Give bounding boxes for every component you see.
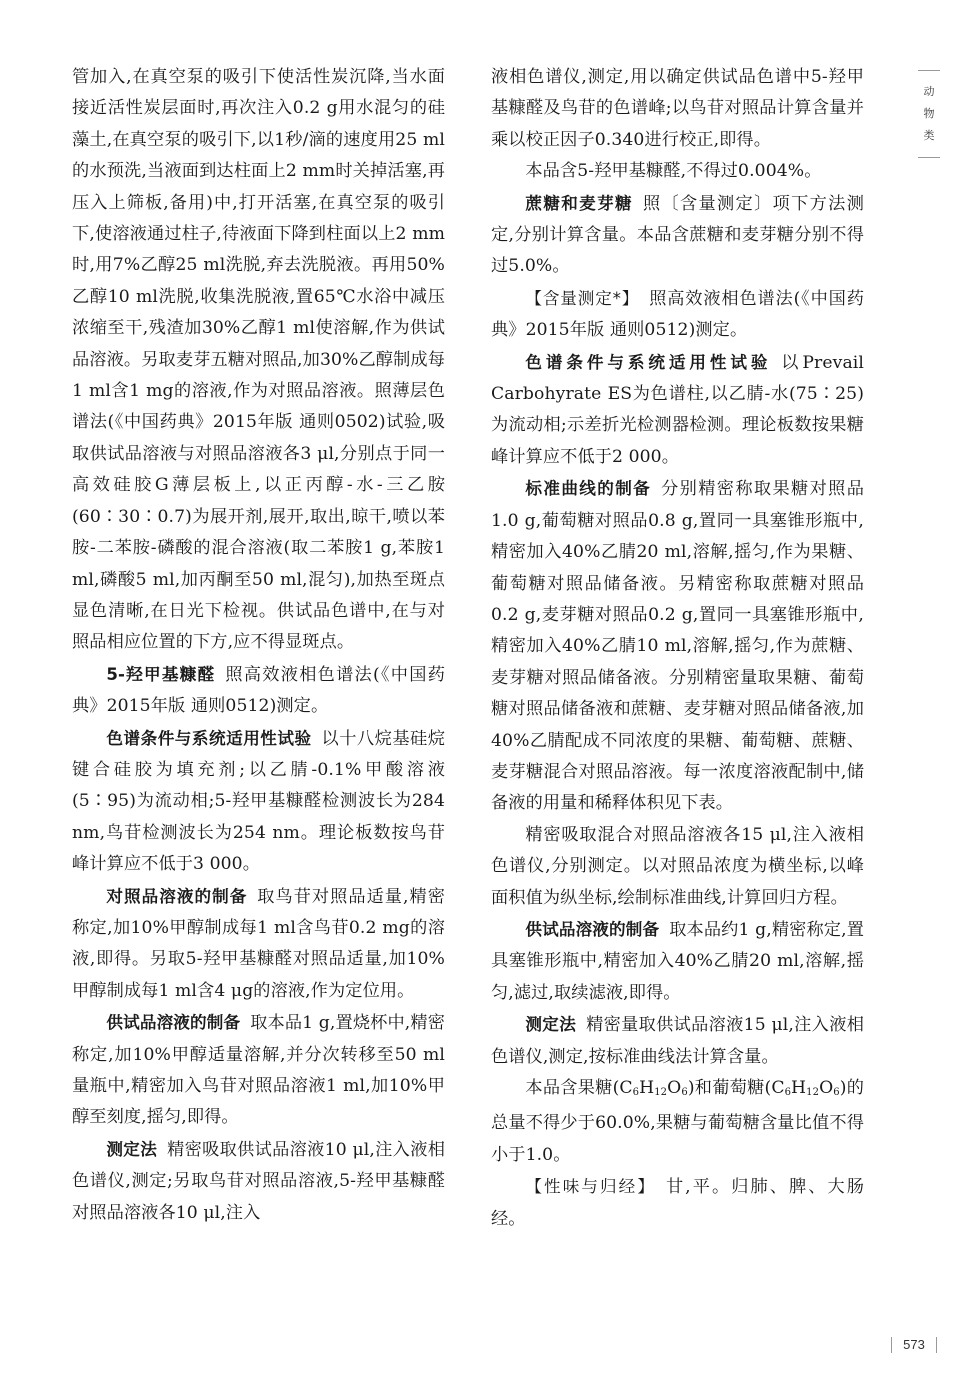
paragraph-procedure	[72, 1134, 445, 1229]
paragraph-text: 照高效液相色谱法(《中国药典》2015年版 通则0512)测定。	[72, 664, 445, 717]
heading-sucrose-maltose: 蔗糖和麦芽糖	[525, 193, 633, 213]
paragraph-chromatography-conditions	[491, 347, 864, 474]
paragraph-hmf-limit: 本品含5-羟甲基糠醛,不得过0.004%。	[525, 161, 822, 182]
paragraph-hmf	[72, 659, 445, 723]
side-label-char: 动	[923, 85, 935, 98]
paragraph-text: 精密量取供试品溶液15 μl,注入液相色谱仪,测定,按标准曲线法计算含量。	[491, 1015, 864, 1067]
paragraph-procedure	[491, 1009, 864, 1073]
paragraph-nature-meridian	[491, 1171, 864, 1235]
heading-chromatography-conditions: 色谱条件与系统适用性试验	[525, 352, 772, 372]
paragraph-test-solution	[491, 914, 864, 1009]
paragraph-standard-curve	[491, 473, 864, 819]
paragraph-reference-solution	[72, 881, 445, 1008]
paragraph-text: 以十八烷基硅烷键合硅胶为填充剂;以乙腈-0.1%甲酸溶液(5∶95)为流动相;5-羟甲基糠醛检测波长为284 nm,鸟苷检测波长为254 nm。理论板数按鸟苷峰计算应不低于3 000。	[72, 728, 445, 875]
paragraph-chromatography-conditions	[72, 723, 445, 881]
paragraph-text: 照〔含量测定〕项下方法测定,分别计算含量。本品含蔗糖和麦芽糖分别不得过5.0%。	[491, 193, 864, 277]
paragraph-text: 取本品约1 g,精密称定,置具塞锥形瓶中,精密加入40%乙腈20 ml,溶解,摇匀,滤过,取续滤液,即得。	[491, 919, 864, 1003]
paragraph-text: 取鸟苷对照品适量,精密称定,加10%甲醇制成每1 ml含鸟苷0.2 mg的溶液,即得。另取5-羟甲基糠醛对照品适量,加10%甲醇制成每1 ml含4 μg的溶液,作为定位用。	[72, 886, 445, 1001]
paragraph-continued: 管加入,在真空泵的吸引下使活性炭沉降,当水面接近活性炭层面时,再次注入0.2 g用水混匀的硅藻土,在真空泵的吸引下,以1秒/滴的速度用25 ml的水预洗,当液面到达柱面上2 mm时关掉活塞,再压入上筛板,备用)中,打开活塞,在真空泵的吸引下,使溶液通过柱子,待液面下降到柱面以上2 mm时,用7%乙醇25 ml洗脱,弃去洗脱液。再用50%乙醇10 ml洗脱,收集洗脱液,置65℃水浴中减压浓缩至干,残渣加30%乙醇1 ml使溶解,作为供试品溶液。另取麦芽五糖对照品,加30%乙醇制成每1 ml含1 mg的溶液,作为对照品溶液。照薄层色谱法(《中国药典》2015年版 通则0502)试验,吸取供试品溶液与对照品溶液各3 μl,分别点于同一高效硅胶G薄层板上,以正丙醇-水-三乙胺(60∶30∶0.7)为展开剂,展开,取出,晾干,喷以苯胺-二苯胺-磷酸的混合溶液(取二苯胺1 g,苯胺1 ml,磷酸5 ml,加丙酮至50 ml,混匀),加热至斑点显色清晰,在日光下检视。供试品色谱中,在与对照品相应位置的下方,应不得显斑点。	[72, 67, 445, 653]
heading-reference-solution: 对照品溶液的制备	[106, 886, 248, 906]
side-category-label	[918, 70, 940, 158]
side-label-char: 类	[923, 129, 935, 142]
heading-hmf: 5-羟甲基糠醛	[106, 664, 216, 684]
paragraph-text: 精密吸取供试品溶液10 μl,注入液相色谱仪,测定;另取鸟苷对照品溶液,5-羟甲基糠醛对照品溶液各10 μl,注入	[72, 1139, 445, 1223]
section-title-nature-meridian: 【性味与归经】	[525, 1177, 656, 1197]
paragraph-injection: 精密吸取混合对照品溶液各15 μl,注入液相色谱仪,分别测定。以对照品浓度为横坐标,以峰面积值为纵坐标,绘制标准曲线,计算回归方程。	[491, 824, 864, 908]
heading-chromatography-conditions: 色谱条件与系统适用性试验	[106, 728, 312, 748]
paragraph-sucrose-maltose	[491, 188, 864, 283]
paragraph-assay	[491, 283, 864, 347]
heading-procedure: 测定法	[106, 1139, 158, 1159]
right-column	[491, 62, 864, 1235]
section-title-assay: 【含量测定*】	[525, 288, 640, 308]
heading-test-solution: 供试品溶液的制备	[525, 919, 660, 939]
heading-standard-curve: 标准曲线的制备	[525, 479, 652, 499]
left-column	[72, 62, 445, 1229]
page-number: 573	[889, 1334, 939, 1356]
paragraph-text: 照高效液相色谱法(《中国药典》2015年版 通则0512)测定。	[491, 288, 864, 341]
paragraph-test-solution	[72, 1007, 445, 1134]
paragraph-text: 分别精密称取果糖对照品1.0 g,葡萄糖对照品0.8 g,置同一具塞锥形瓶中,精密加入40%乙腈20 ml,溶解,摇匀,作为果糖、葡萄糖对照品储备液。另精密称取蔗糖对照品0.2 g,麦芽糖对照品0.2 g,置同一具塞锥形瓶中,精密加入40%乙腈10 ml,溶解,摇匀,作为蔗糖、麦芽糖对照品储备液。分别精密量取果糖、葡萄糖对照品储备液和蔗糖、麦芽糖对照品储备液,加40%乙腈配成不同浓度的果糖、葡萄糖、蔗糖、麦芽糖混合对照品溶液。每一浓度溶液配制中,储备液的用量和稀释体积见下表。	[491, 479, 864, 814]
heading-procedure: 测定法	[525, 1015, 577, 1035]
paragraph-text: 取本品1 g,置烧杯中,精密称定,加10%甲醇适量溶解,并分次转移至50 ml量瓶中,精密加入鸟苷对照品溶液1 ml,加10%甲醇至刻度,摇匀,即得。	[72, 1013, 445, 1128]
paragraph-text: 以Prevail Carbohyrate ES为色谱柱,以乙腈-水(75∶25)为流动相;示差折光检测器检测。理论板数按果糖峰计算应不低于2 000。	[491, 352, 864, 467]
paragraph-content-limit: 本品含果糖$(C_6H_{12}O_6)$和葡萄糖$(C_6H_{12}O_6)$的总量不得少于60.0%,果糖与葡萄糖含量比值不得小于1.0。	[491, 1078, 864, 1165]
heading-test-solution: 供试品溶液的制备	[106, 1013, 241, 1033]
side-label-char: 物	[923, 107, 935, 120]
paragraph-continued: 液相色谱仪,测定,用以确定供试品色谱中5-羟甲基糠醛及鸟苷的色谱峰;以鸟苷对照品计算含量并乘以校正因子0.340进行校正,即得。	[491, 67, 864, 150]
paragraph-text: 甘,平。归肺、脾、大肠经。	[491, 1177, 864, 1229]
